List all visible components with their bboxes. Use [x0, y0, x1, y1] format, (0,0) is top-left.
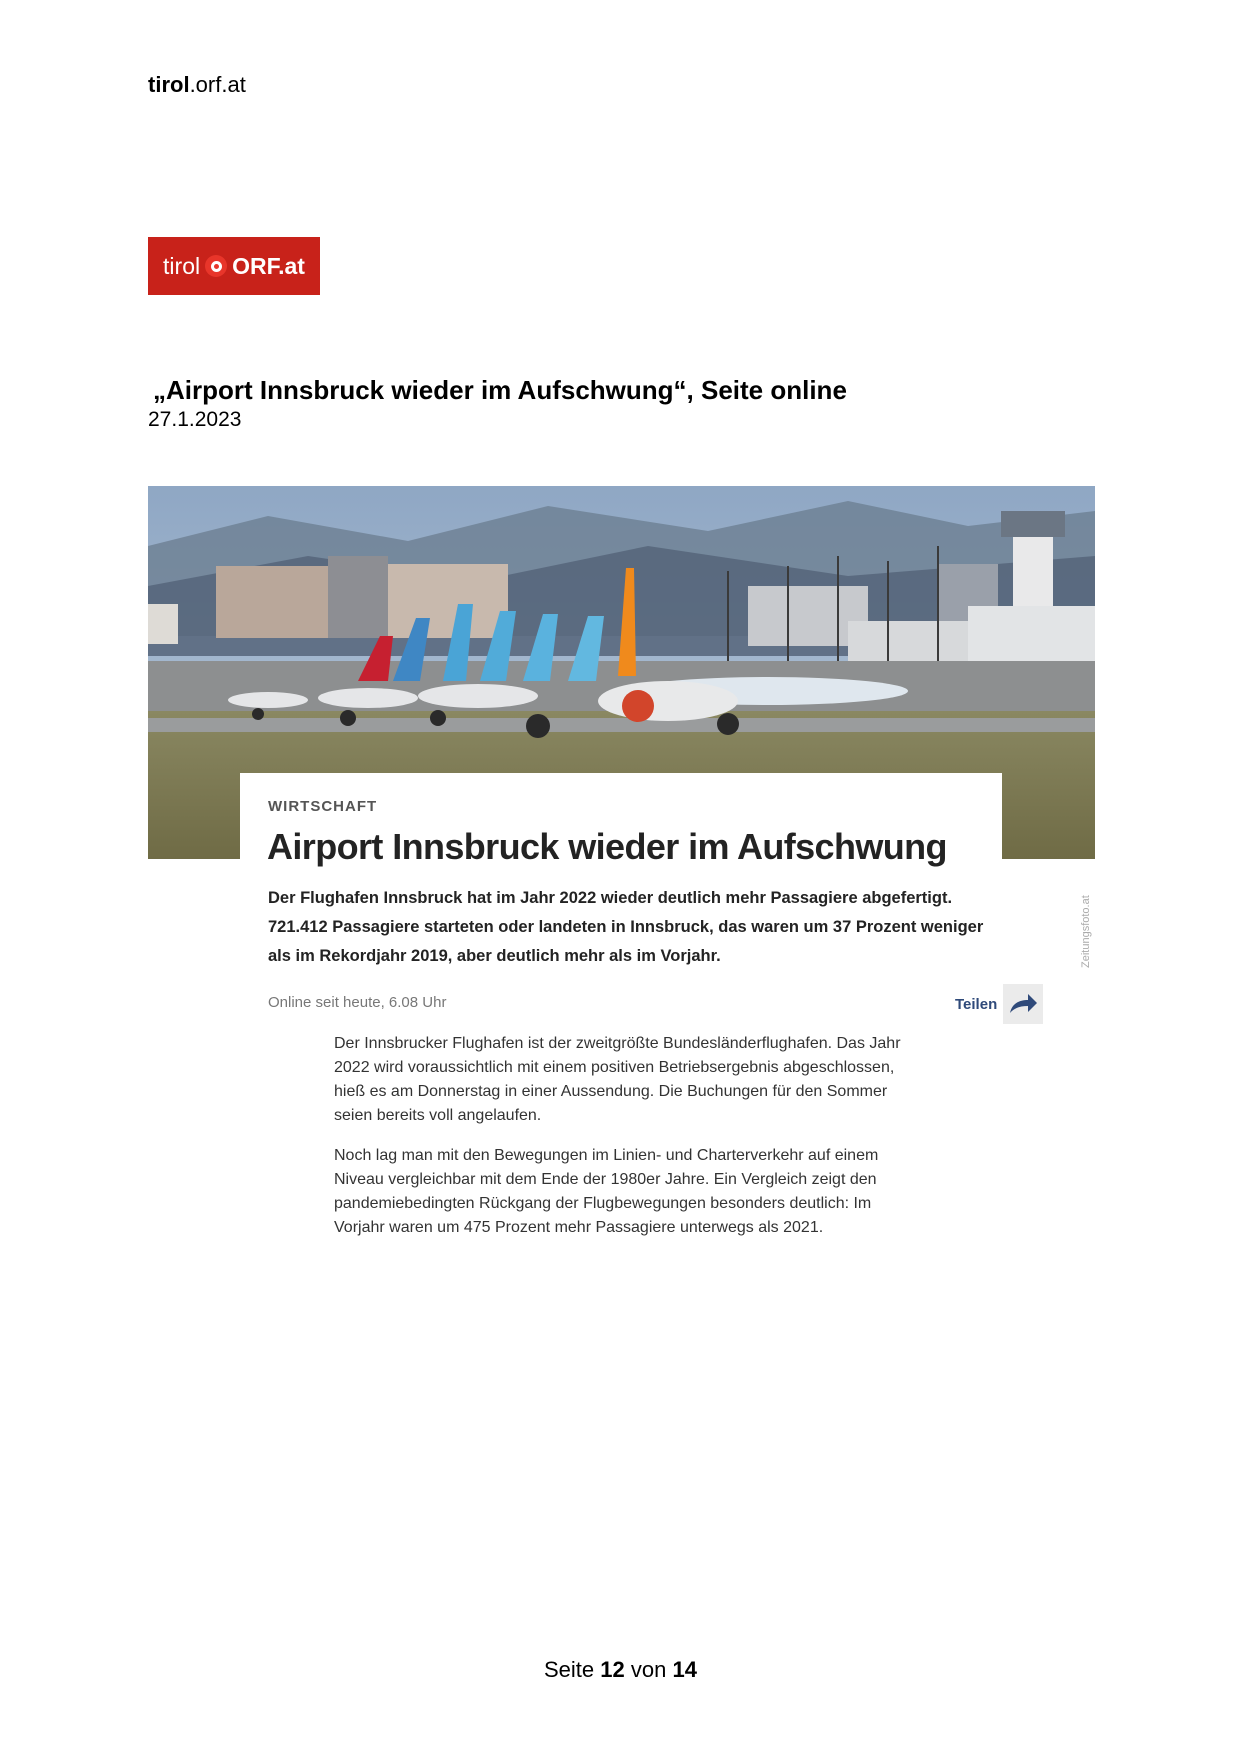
source-header [148, 72, 246, 98]
source-header-bold: tirol [148, 72, 190, 97]
article-lead: Der Flughafen Innsbruck hat im Jahr 2022 wieder deutlich mehr Passagiere abgefertigt. 721.412 Passagiere starteten oder landeten in Innsbruck, das waren um 37 Prozent weniger als im Rekordjahr 2019, aber deutlich mehr als im Vorjahr. [268, 889, 984, 965]
source-header-rest: .orf.at [189, 72, 246, 97]
footer-page-total: 14 [672, 1657, 697, 1682]
footer-page-number: 12 [600, 1657, 625, 1682]
share-arrow-icon [1003, 984, 1043, 1024]
article-body [334, 1032, 914, 1256]
orf-tirol-logo [148, 237, 320, 295]
article-paragraph: Der Innsbrucker Flughafen ist der zweitgrößte Bundesländerflughafen. Das Jahr 2022 wird voraussichtlich mit einem positiven Betriebsergebnis abgeschlossen, hieß es am Donnerstag in einer Aussendung. Die Buchungen für den Sommer seien bereits voll angelaufen. [334, 1035, 901, 1124]
orf-eye-icon [205, 255, 227, 277]
logo-text-tirol: tirol [163, 252, 201, 279]
article-paragraph: Noch lag man mit den Bewegungen im Linien- und Charterverkehr auf einem Niveau vergleichbar mit dem Ende der 1980er Jahre. Ein Vergleich zeigt den pandemiebedingten Rückgang der Flugbewegungen besonders deutlich: Im Vorjahr waren um 475 Prozent mehr Passagiere unterwegs als 2021. [334, 1147, 879, 1236]
article-rubric[interactable]: WIRTSCHAFT [268, 798, 378, 815]
article-headline: Airport Innsbruck wieder im Aufschwung [267, 826, 947, 867]
logo-text-orf: ORF.at [232, 252, 305, 279]
clip-title: „Airport Innsbruck wieder im Aufschwung“, Seite online [153, 375, 847, 405]
footer-middle: von [630, 1657, 667, 1682]
footer-prefix: Seite [544, 1657, 595, 1682]
clip-date: 27.1.2023 [148, 408, 242, 431]
share-button[interactable] [955, 984, 1043, 1024]
photo-credit: Zeitungsfoto.at [1080, 895, 1092, 968]
article-timestamp: Online seit heute, 6.08 Uhr [268, 994, 447, 1011]
share-label: Teilen [955, 995, 998, 1013]
page-footer [0, 1657, 1241, 1683]
